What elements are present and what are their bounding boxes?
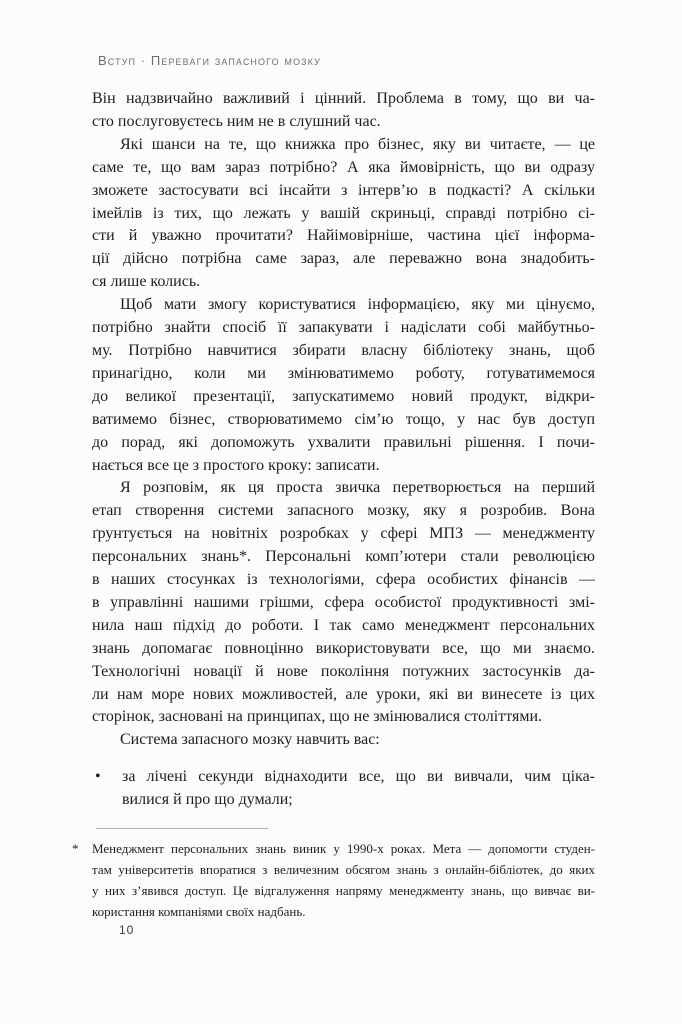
body-line: в наших стосунках із технологіями, сфера особистих фінансів — bbox=[92, 571, 595, 589]
body-line: Технологічні новації й нове покоління потужних застосунків да- bbox=[92, 662, 595, 680]
body-line: ватимемо бізнес, створюватимемо сім’ю тощо, у нас був доступ bbox=[92, 410, 595, 428]
body-line: Які шанси на те, що книжка про бізнес, яку ви читаєте, — це bbox=[120, 135, 595, 153]
body-line: сторінок, засновані на принципах, що не змінювалися століттями. bbox=[92, 708, 543, 726]
body-line: знань допомагає повноцінно використовувати все, що ми знаємо. bbox=[92, 639, 595, 657]
body-line: потрібно знайти спосіб її запакувати і надіслати собі майбутньо- bbox=[92, 319, 595, 337]
footnote-line: у них з’явився доступ. Це відгалуження напряму менеджменту знань, що вивчає ви- bbox=[92, 883, 595, 898]
body-line: саме те, що вам зараз потрібно? А яка ймовірність, що ви одразу bbox=[92, 158, 595, 176]
bullet-line: за лічені секунди віднаходити все, що ви вивчали, чим ціка- bbox=[122, 768, 595, 785]
body-line: Він надзвичайно важливий і цінний. Проблема в тому, що ви ча- bbox=[92, 90, 595, 107]
body-line: ся лише колись. bbox=[92, 273, 201, 291]
body-line: нається все це з простого кроку: записати. bbox=[92, 456, 380, 474]
body-line: до порад, які допоможуть ухвалити правильні рішення. І почи- bbox=[92, 433, 595, 451]
bullet-line: вилися й про що думали; bbox=[122, 790, 293, 808]
footnote-divider bbox=[96, 828, 268, 829]
body-line: Щоб мати змогу користуватися інформацією, яку ми цінуємо, bbox=[120, 296, 595, 314]
footnote-marker: * bbox=[72, 841, 79, 856]
body-line: Я розповім, як ця проста звичка перетворюється на перший bbox=[120, 479, 595, 497]
bullet-item bbox=[92, 766, 595, 812]
body-line: ли нам море нових можливостей, але уроки, які ви винесете із цих bbox=[92, 685, 595, 703]
footnote-line: користання компаніями своїх надбань. bbox=[92, 904, 306, 919]
body-line: Система запасного мозку навчить вас: bbox=[120, 731, 380, 749]
body-line: принагідно, коли ми змінюватимемо роботу, готуватимемося bbox=[92, 364, 595, 382]
bullet-text bbox=[122, 766, 595, 812]
page-number: 10 bbox=[119, 923, 135, 937]
footnote-line: там університетів впоратися з величезним обсягом знань з онлайн-бібліотек, до яких bbox=[92, 862, 595, 877]
body-line: персональних знань*. Персональні комп’ютери стали революцією bbox=[92, 548, 595, 566]
body-line: нила наш підхід до роботи. І так само менеджмент персональних bbox=[92, 616, 595, 634]
body-text bbox=[92, 88, 595, 752]
running-head: Вступ · Переваги запасного мозку bbox=[98, 53, 321, 68]
body-line: імейлів із тих, що лежать у вашій скриньці, справді потрібно сі- bbox=[92, 204, 595, 222]
body-line: до великої презентації, запускатимемо новий продукт, відкри- bbox=[92, 387, 595, 405]
body-line: зможете застосувати всі інсайти з інтерв’ю в подкасті? А скільки bbox=[92, 181, 595, 199]
bullet-icon: • bbox=[95, 768, 101, 785]
footnote bbox=[72, 838, 595, 922]
footnote-text bbox=[92, 838, 595, 922]
body-line: сто послуговуєтесь ним не в слушний час. bbox=[92, 112, 381, 130]
body-line: му. Потрібно навчитися збирати власну бібліотеку знань, щоб bbox=[92, 341, 595, 359]
body-line: ції дійсно потрібна саме зараз, але переважно вона знадобить- bbox=[92, 250, 595, 268]
body-line: сти й уважно прочитати? Найімовірніше, частина цієї інформа- bbox=[92, 227, 595, 245]
body-line: в управлінні нашими грішми, сфера особистої продуктивності змі- bbox=[92, 593, 595, 611]
body-line: ґрунтується на новітніх розробках у сфері МПЗ — менеджменту bbox=[92, 525, 595, 543]
body-line: етап створення системи запасного мозку, яку я розробив. Вона bbox=[92, 502, 595, 520]
footnote-line: Менеджмент персональних знань виник у 1990-х роках. Мета — допомогти студен- bbox=[92, 841, 595, 856]
